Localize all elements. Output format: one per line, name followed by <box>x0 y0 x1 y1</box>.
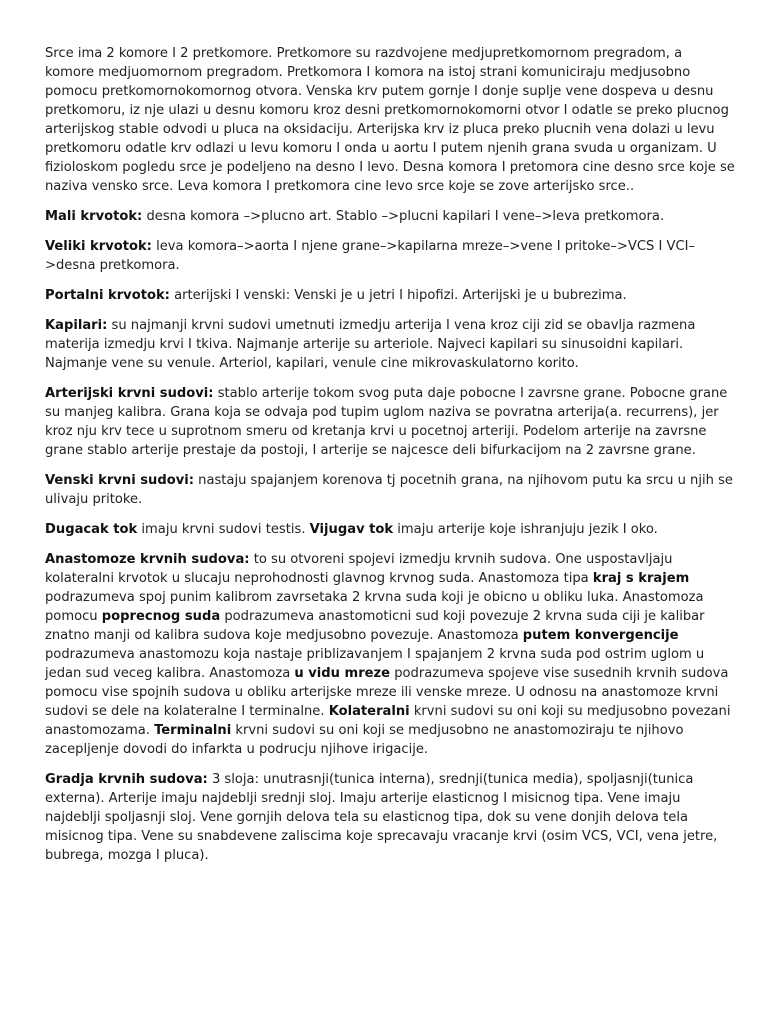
venski-paragraph <box>45 471 735 509</box>
gradja-paragraph <box>45 770 735 865</box>
kapilari-text: su najmanji krvni sudovi umetnuti izmedju arterija I vena kroz ciji zid se obavlja razmena materija izmedju krvi I tkiva. Najmanje arterije su arteriole. Najveci kapilari su sinusoidni kapilari. Najmanje vene su venule. Arteriol, kapilari, venule cine mikrovaskulatorno korito. <box>45 318 696 371</box>
veliki-krvotok-heading: Veliki krvotok: <box>45 239 152 254</box>
dugacak-tok-heading: Dugacak tok <box>45 522 138 537</box>
anastomoze-text-4: podrazumeva anastomozu koja nastaje priblizavanjem I spajanjem 2 krvna suda pod ostrim uglom u jedan sud veceg kalibra. Anastomoza <box>45 647 705 681</box>
arterijski-paragraph <box>45 384 735 460</box>
gradja-text: 3 sloja: unutrasnji(tunica interna), srednji(tunica media), spoljasnji(tunica externa). Arterije imaju najdeblji srednji sloj. Imaju arterije elasticnog I misicnog tipa. Vene imaju najdeblji spoljasnji sloj. Vene gornjih delova tela su elasticnog tipa, dok su vene donjih delova tela misicnog tipa. Vene su snabdevene zaliscima koje sprecavaju vracanje krvi (osim VCS, VCI, vena jetre, bubrega, mozga I pluca). <box>45 772 718 863</box>
kapilari-heading: Kapilari: <box>45 318 108 333</box>
mali-krvotok-text: desna komora –>plucno art. Stablo –>plucni kapilari I vene–>leva pretkomora. <box>142 209 665 224</box>
arterijski-text: stablo arterije tokom svog puta daje pobocne I zavrsne grane. Pobocne grane su manjeg kalibra. Grana koja se odvaja pod tupim uglom naziva se povratna arterija(a. recurrens), jer kroz nju krv tece u suprotnom smeru od kretanja krvi u pocetnoj arteriji. Podelom arterije na zavrsne grane stablo arterije prestaje da postoji, I arterije se najcesce deli bifurkacijom na 2 zavrsne grane. <box>45 386 728 458</box>
veliki-krvotok-paragraph <box>45 237 735 275</box>
anastomoze-text-7: krvni sudovi su oni koji se medjusobno ne anastomoziraju te njihovo zacepljenje dovodi do infarkta u podrucju njihove irigacije. <box>45 723 684 757</box>
vijugav-tok-text: imaju arterije koje ishranjuju jezik I oko. <box>393 522 658 537</box>
vijugav-tok-heading: Vijugav tok <box>309 522 394 537</box>
kraj-s-krajem-term: kraj s krajem <box>592 571 690 586</box>
mali-krvotok-paragraph <box>45 207 735 226</box>
anastomoze-text-3: podrazumeva anastomoticni sud koji povezuje 2 krvna suda ciji je kalibar znatno manji od kalibra sudova koje medjusobno povezuje. Anastomoza <box>45 609 705 643</box>
intro-paragraph <box>45 44 735 196</box>
putem-konvergencije-term: putem konvergencije <box>522 628 679 643</box>
poprecnog-suda-term: poprecnog suda <box>101 609 221 624</box>
venski-heading: Venski krvni sudovi: <box>45 473 194 488</box>
dugacak-tok-paragraph <box>45 520 735 539</box>
anastomoze-paragraph <box>45 550 735 759</box>
arterijski-heading: Arterijski krvni sudovi: <box>45 386 214 401</box>
portalni-krvotok-heading: Portalni krvotok: <box>45 288 170 303</box>
kapilari-paragraph <box>45 316 735 373</box>
anastomoze-text-2: podrazumeva spoj punim kalibrom zavrsetaka 2 krvna suda koji je obicno u obliku luka. Anastomoza pomocu <box>45 590 704 624</box>
anastomoze-heading: Anastomoze krvnih sudova: <box>45 552 250 567</box>
mali-krvotok-heading: Mali krvotok: <box>45 209 143 224</box>
terminalni-term: Terminalni <box>154 723 232 738</box>
dugacak-tok-text: imaju krvni sudovi testis. <box>137 522 310 537</box>
anastomoze-text-1: to su otvoreni spojevi izmedju krvnih sudova. One uspostavljaju kolateralni krvotok u slucaju neprohodnosti glavnog krvnog suda. Anastomoza tipa <box>45 552 673 586</box>
intro-text: Srce ima 2 komore I 2 pretkomore. Pretkomore su razdvojene medjupretkomornom pregradom, a komore medjuomornom pregradom. Pretkomora I komora na istoj strani komuniciraju medjusobno pomocu pretkomornokomornog otvora. Venska krv putem gornje I donje suplje vene dospeva u desnu pretkomoru, iz nje ulazi u desnu komoru kroz desni pretkomornokomorni otvor I odatle se preko plucnog arterijskog stable odvodi u pluca na oksidaciju. Arterijska krv iz pluca preko plucnih vena dolazi u levu pretkomoru odatle krv odlazi u levu komoru I onda u aortu I putem njenih grana svuda u organizam. U fizioloskom pogledu srce je podeljeno na desno I levo. Desna komora I pretomora cine desno srce koje se naziva vensko srce. Leva komora I pretkomora cine levo srce koje se zove arterijsko srce.. <box>45 46 735 194</box>
veliki-krvotok-text: leva komora–>aorta I njene grane–>kapilarna mreze–>vene I pritoke–>VCS I VCI–>desna pretkomora. <box>45 239 696 273</box>
portalni-krvotok-paragraph <box>45 286 735 305</box>
u-vidu-mreze-term: u vidu mreze <box>294 666 391 681</box>
kolateralni-term: Kolateralni <box>328 704 410 719</box>
venski-text: nastaju spajanjem korenova tj pocetnih grana, na njihovom putu ka srcu u njih se ulivaju pritoke. <box>45 473 733 507</box>
document-page <box>45 44 735 865</box>
portalni-krvotok-text: arterijski I venski: Venski je u jetri I hipofizi. Arterijski je u bubrezima. <box>169 288 627 303</box>
anastomoze-text-5: podrazumeva spojeve vise susednih krvnih sudova pomocu vise spojnih sudova u obliku arterijske mreze ili venske mreze. U odnosu na anastomoze krvni sudovi se dele na kolateralne I terminalne. <box>45 666 729 719</box>
anastomoze-text-6: krvni sudovi su oni koji su medjusobno povezani anastomozama. <box>45 704 731 738</box>
gradja-heading: Gradja krvnih sudova: <box>45 772 208 787</box>
